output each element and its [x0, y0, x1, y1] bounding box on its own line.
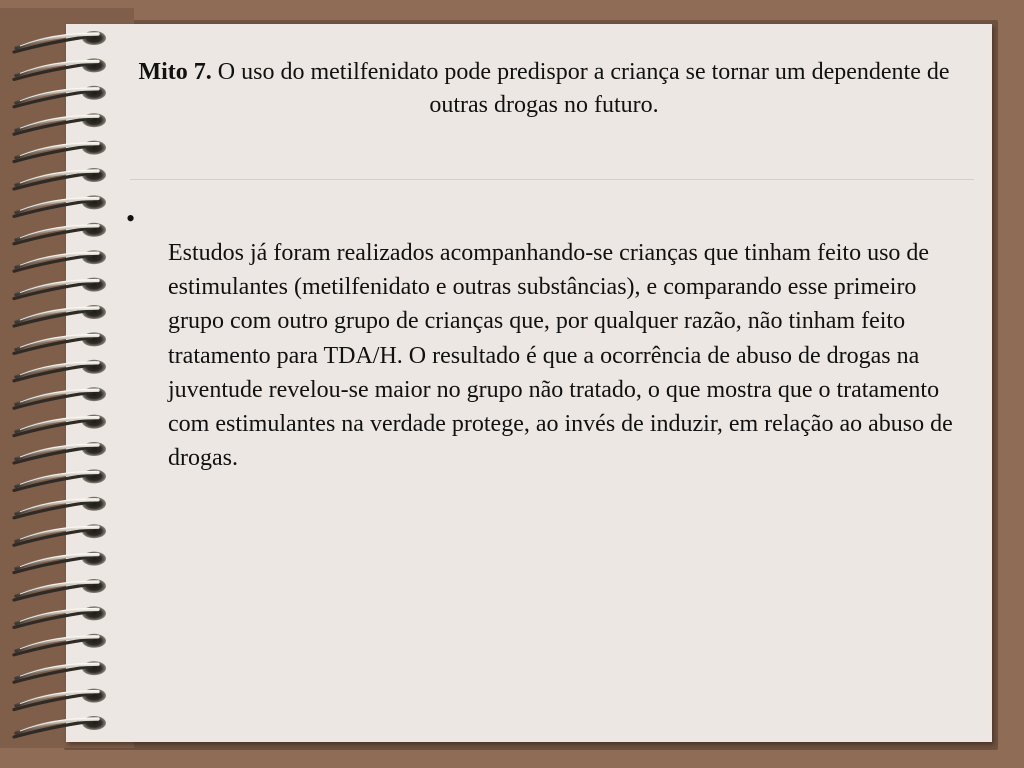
binding-ring-icon [14, 86, 106, 107]
binding-ring-icon [14, 661, 106, 682]
bullet-marker: • [126, 204, 136, 233]
binding-ring-icon [14, 332, 106, 353]
binding-ring-icon [14, 552, 106, 573]
binding-ring-icon [14, 305, 106, 326]
binding-ring-icon [14, 634, 106, 655]
binding-ring-icon [14, 360, 106, 381]
binding-ring-icon [14, 168, 106, 189]
bullet-text: Estudos já foram realizados acompanhando-se crianças que tinham feito uso de estimulantes (metilfenidato e outras substâncias), e comparando esse primeiro grupo com outro grupo de crianças que, por qualquer razão, não tinham feito tratamento para TDA/H. O resultado é que a ocorrência de abuso de drogas na juventude revelou-se maior no grupo não tratado, o que mostra que o tratamento com estimulantes na verdade protege, ao invés de induzir, em relação ao abuso de drogas. [168, 240, 953, 472]
binding-ring-icon [14, 497, 106, 518]
binding-ring-icon [14, 31, 106, 52]
title-divider [130, 179, 974, 180]
binding-ring-icon [14, 141, 106, 162]
binding-ring-icon [14, 223, 106, 244]
slide-title-bold: Mito 7. [138, 59, 212, 85]
spiral-binding-icon [10, 28, 120, 748]
binding-ring-icon [14, 579, 106, 600]
binding-ring-icon [14, 58, 106, 79]
binding-ring-icon [14, 415, 106, 436]
binding-ring-icon [14, 716, 106, 737]
rings-group [14, 31, 106, 737]
binding-ring-icon [14, 469, 106, 490]
binding-ring-icon [14, 278, 106, 299]
binding-ring-icon [14, 250, 106, 271]
binding-ring-icon [14, 524, 106, 545]
binding-ring-icon [14, 113, 106, 134]
binding-ring-icon [14, 387, 106, 408]
binding-ring-icon [14, 689, 106, 710]
binding-ring-icon [14, 442, 106, 463]
binding-ring-icon [14, 195, 106, 216]
binding-ring-icon [14, 606, 106, 627]
slide-title-text: O uso do metilfenidato pode predispor a criança se tornar um dependente de outras drogas no futuro. [211, 59, 950, 118]
slide-title [138, 56, 950, 122]
